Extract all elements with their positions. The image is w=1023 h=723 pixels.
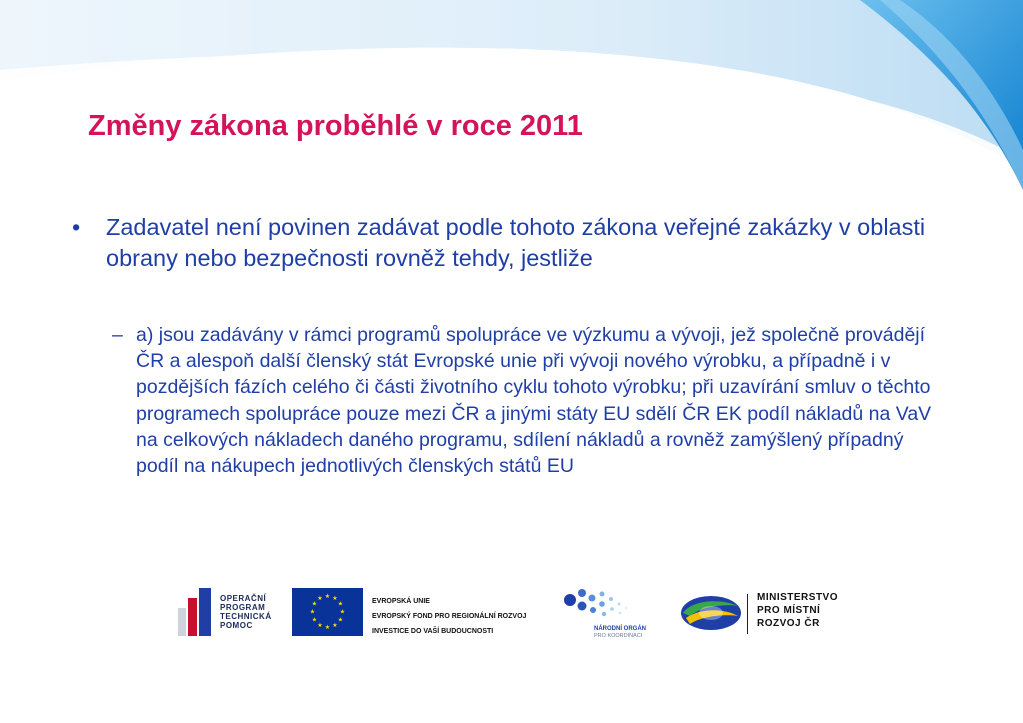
bullet-marker: • — [72, 214, 81, 240]
bullet-item — [72, 212, 952, 274]
svg-text:★: ★ — [337, 616, 344, 624]
optp-bars-icon — [176, 588, 216, 636]
svg-text:★: ★ — [339, 608, 346, 616]
svg-text:★: ★ — [324, 624, 331, 631]
narodni-organ-line-1: NÁRODNÍ ORGÁN — [594, 626, 646, 632]
eu-line-1: EVROPSKÁ UNIE — [372, 598, 430, 605]
svg-text:★: ★ — [332, 595, 338, 602]
eu-logo — [292, 588, 552, 638]
eu-line-2: EVROPSKÝ FOND PRO REGIONÁLNÍ ROZVOJ — [372, 613, 527, 620]
sub-bullet-item — [112, 322, 932, 479]
svg-text:★: ★ — [309, 608, 316, 616]
narodni-organ-line-2: PRO KOORDINACI — [594, 633, 643, 639]
svg-text:★: ★ — [317, 595, 323, 602]
dots-cluster-icon — [560, 584, 630, 624]
svg-text:★: ★ — [311, 616, 318, 624]
svg-text:★: ★ — [324, 593, 331, 600]
eu-flag-icon — [292, 588, 363, 636]
optp-line-2: PROGRAM — [220, 603, 266, 612]
svg-text:★: ★ — [311, 600, 318, 608]
header-swoosh-decoration — [0, 0, 1023, 200]
svg-text:★: ★ — [337, 600, 344, 608]
logo-strip — [0, 580, 1023, 650]
optp-line-1: OPERAČNÍ — [220, 594, 267, 603]
mmr-separator — [747, 594, 748, 634]
slide-title: Změny zákona proběhlé v roce 2011 — [88, 110, 583, 142]
mmr-line-1: MINISTERSTVO — [757, 592, 839, 603]
sub-bullet-text: a) jsou zadávány v rámci programů spolupráce ve výzkumu a vývoji, jež společně provádějí ČR a alespoň další členský stát Evropské unie při vývoji nového výrobku, a případně i v pozdějších fázích celého či části životního cyklu tohoto výrobku; při uzavírání smluv o těchto programech spolupráce pouze mezi ČR a jinými státy EU sdělí ČR EK podíl nákladů na VaV na celkových nákladech daného programu, sdílení nákladů a rovněž zamýšlený případný podíl na nákupech jednotlivých členských států EU — [136, 324, 932, 478]
mmr-line-2: PRO MÍSTNÍ — [757, 605, 821, 616]
narodni-organ-logo — [560, 584, 646, 644]
sub-bullet-marker: – — [112, 324, 123, 346]
mmr-logo — [680, 588, 860, 638]
mmr-emblem-icon — [680, 594, 742, 632]
optp-line-3: TECHNICKÁ — [220, 612, 272, 621]
svg-text:★: ★ — [332, 622, 338, 629]
mmr-line-3: ROZVOJ ČR — [757, 618, 820, 629]
svg-text:★: ★ — [317, 622, 323, 629]
bullet-text: Zadavatel není povinen zadávat podle tohoto zákona veřejné zakázky v oblasti obrany nebo bezpečnosti rovněž tehdy, jestliže — [106, 214, 926, 271]
optp-line-4: POMOC — [220, 621, 253, 630]
optp-logo — [176, 588, 276, 638]
eu-line-3: INVESTICE DO VAŠÍ BUDOUCNOSTI — [372, 628, 494, 635]
